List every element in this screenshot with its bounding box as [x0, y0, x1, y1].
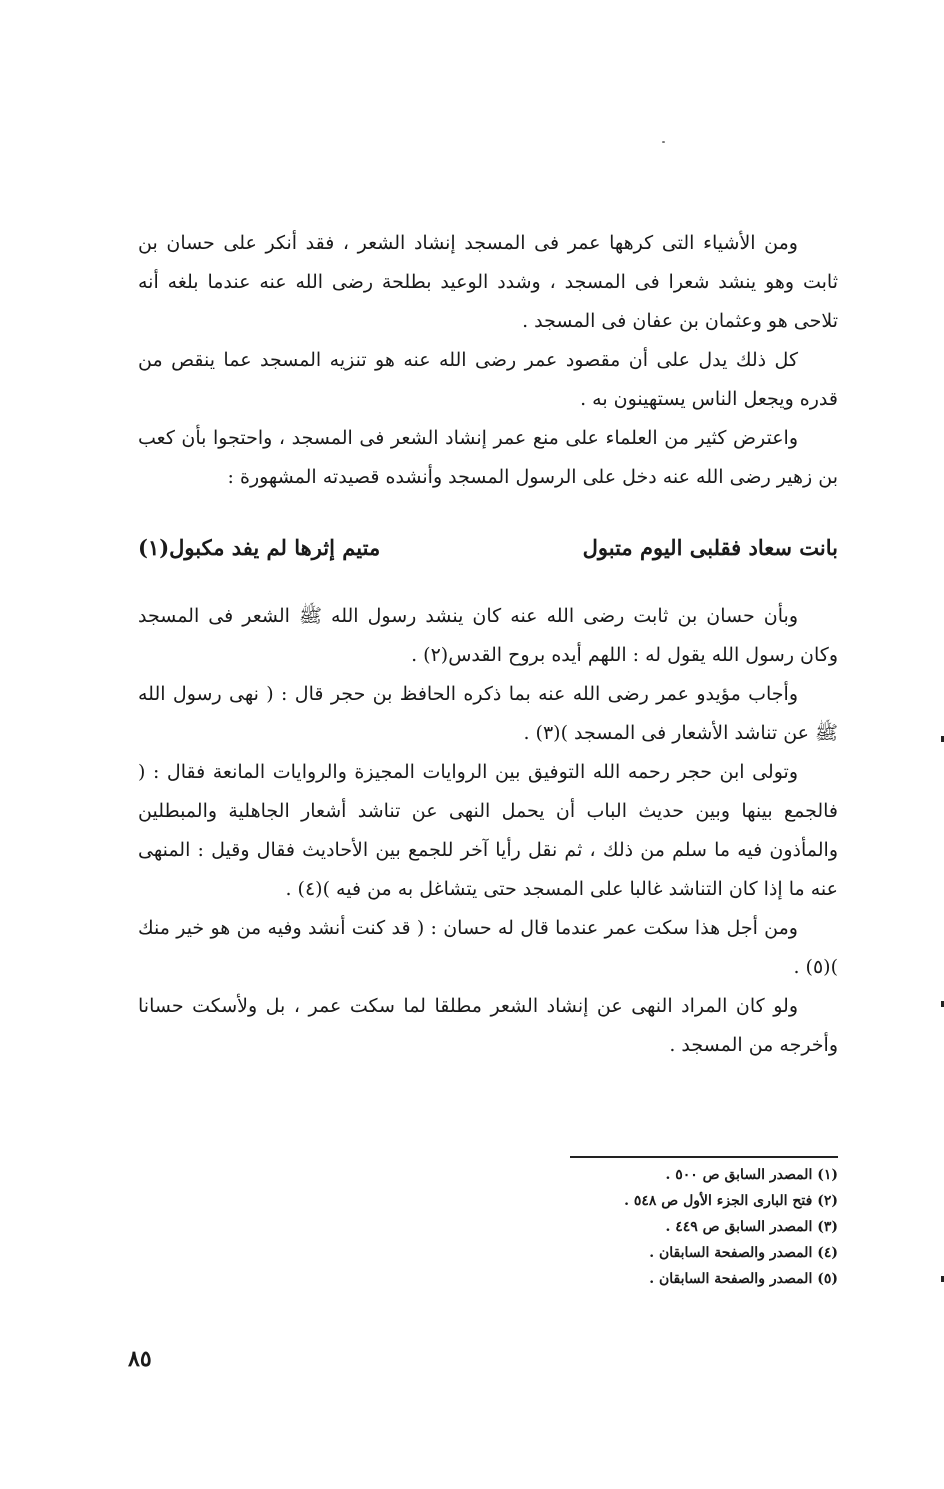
footnote: (٤) المصدر والصفحة السابقان . [649, 1245, 838, 1261]
paragraph: وأجاب مؤيدو عمر رضى الله عنه بما ذكره الحافظ بن حجر قال : ( نهى رسول الله ﷺ عن تناشد الأشعار فى المسجد )(٣) . [138, 683, 838, 744]
footnote: (٣) المصدر السابق ص ٤٤٩ . [665, 1219, 838, 1235]
paragraph: ومن الأشياء التى كرهها عمر فى المسجد إنشاد الشعر ، فقد أنكر على حسان بن ثابت وهو ينشد شعرا فى المسجد ، وشدد الوعيد بطلحة رضى الله عنه عندما بلغه أنه تلاحى هو وعثمان بن عفان فى المسجد . [138, 232, 838, 332]
footnote-divider [570, 1156, 838, 1158]
poem-second-hemistich: متيم إثرها لم يفد مكبول(١) [138, 535, 381, 560]
footnote: (٥) المصدر والصفحة السابقان . [649, 1271, 838, 1287]
main-text-top [138, 224, 838, 497]
page-number: ٨٥ [128, 1346, 152, 1372]
footnote: (١) المصدر السابق ص ٥٠٠ . [665, 1167, 838, 1183]
main-text-bottom [138, 597, 838, 1065]
footnote: (٢) فتح البارى الجزء الأول ص ٥٤٨ . [624, 1193, 838, 1209]
paragraph: ولو كان المراد النهى عن إنشاد الشعر مطلقا لما سكت عمر ، بل ولأسكت حسانا وأخرجه من المسجد . [138, 995, 838, 1056]
poem-verse [138, 528, 838, 568]
paragraph: ومن أجل هذا سكت عمر عندما قال له حسان : ( قد كنت أنشد وفيه من هو خير منك )(٥) . [138, 917, 838, 978]
paragraph: وبأن حسان بن ثابت رضى الله عنه كان ينشد رسول الله ﷺ الشعر فى المسجد وكان رسول الله يقول له : اللهم أيده بروح القدس(٢) . [138, 605, 838, 666]
ink-dot [662, 141, 665, 143]
footnotes [450, 1162, 838, 1292]
paragraph: وتولى ابن حجر رحمه الله التوفيق بين الروايات المجيزة والروايات المانعة فقال : ( فالجمع بينها وبين حديث الباب أن يحمل النهى عن تناشد أشعار الجاهلية والمبطلين والمأذون فيه ما سلم من ذلك ، ثم نقل رأيا آخر للجمع بين الأحاديث فقال وقيل : المنهى عنه ما إذا كان التناشد غالبا على المسجد حتى يتشاغل به من فيه )(٤) . [138, 761, 838, 900]
poem-first-hemistich: بانت سعاد فقلبى اليوم متبول [582, 535, 838, 560]
paragraph: كل ذلك يدل على أن مقصود عمر رضى الله عنه هو تنزيه المسجد عما ينقص من قدره ويجعل الناس يستهينون به . [138, 349, 838, 410]
paragraph: واعترض كثير من العلماء على منع عمر إنشاد الشعر فى المسجد ، واحتجوا بأن كعب بن زهير رضى الله عنه دخل على الرسول المسجد وأنشده قصيدته المشهورة : [138, 427, 838, 488]
